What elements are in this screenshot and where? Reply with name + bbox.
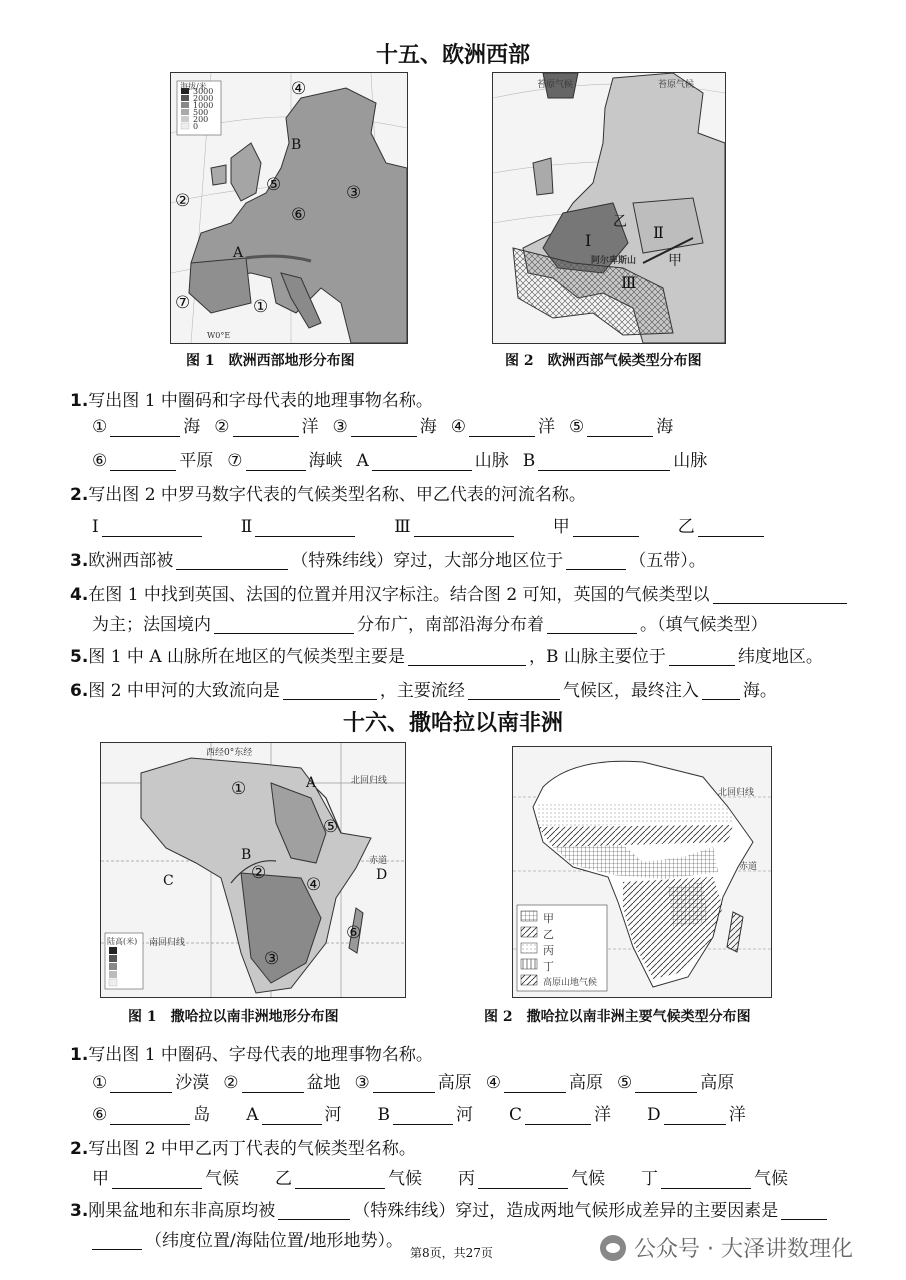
legend-yi: 乙 — [543, 928, 554, 941]
legend-title: 陆高(米) — [107, 937, 138, 946]
s15-q4-line1: 4.在图 1 中找到英国、法国的位置并用汉字标注。结合图 2 可知，英国的气候类型以 — [70, 580, 850, 605]
tundra-label-left: 苔原气候 — [537, 80, 574, 90]
answer-blank[interactable] — [525, 1106, 591, 1125]
longitude-label: W0°E — [207, 331, 231, 340]
s15-q2: 2.写出图 2 中罗马数字代表的气候类型名称、甲乙代表的河流名称。 — [70, 485, 586, 505]
s16-q1-row1: ① 沙漠 ② 盆地 ③ 高原 ④ 高原 ⑤ 高原 — [92, 1073, 735, 1093]
s15-q2-row: Ⅰ Ⅱ Ⅲ 甲 乙 — [92, 512, 767, 537]
equator-label: 赤道 — [739, 862, 758, 872]
label-circle-2: ② — [175, 191, 191, 211]
s16-q3-line1: 3.刚果盆地和东非高原均被 （特殊纬线）穿过，造成两地气候形成差异的主要因素是 — [70, 1196, 830, 1221]
answer-blank[interactable] — [278, 1201, 350, 1220]
label-roman-3: Ⅲ — [621, 273, 637, 292]
label-circle-5: ⑤ — [266, 175, 282, 195]
answer-blank[interactable] — [408, 647, 526, 666]
label-A: A — [306, 775, 317, 791]
legend-title: 海拔/米 — [180, 82, 207, 91]
s15-q1: 1.写出图 1 中圈码和字母代表的地理事物名称。 — [70, 391, 433, 411]
answer-blank[interactable] — [547, 615, 637, 634]
label-jia: 甲 — [668, 253, 682, 269]
europe-climate-map — [492, 72, 726, 344]
answer-blank[interactable] — [573, 518, 639, 537]
meridian-label: 西经0°东经 — [206, 748, 253, 758]
answer-blank[interactable] — [698, 518, 764, 537]
wechat-icon — [600, 1235, 626, 1261]
equator-label: 赤道 — [369, 856, 388, 866]
fig2-caption: 图 2 撒哈拉以南非洲主要气候类型分布图 — [484, 1009, 751, 1025]
label-roman-2: Ⅱ — [653, 223, 664, 242]
answer-blank[interactable] — [468, 681, 560, 700]
s15-q6: 6.图 2 中甲河的大致流向是 ，主要流经 气候区，最终注入 海。 — [70, 681, 777, 701]
label-roman-1: Ⅰ — [585, 231, 592, 250]
s15-q5: 5.图 1 中 A 山脉所在地区的气候类型主要是 ，B 山脉主要位于 纬度地区。 — [70, 647, 823, 667]
answer-blank[interactable] — [110, 418, 180, 437]
answer-blank[interactable] — [372, 452, 472, 471]
tropic-north-label: 北回归线 — [718, 788, 755, 798]
label-circle-3: ③ — [346, 183, 362, 203]
label-C: C — [163, 873, 174, 889]
alps-label: 阿尔卑斯山 — [591, 256, 637, 266]
answer-blank[interactable] — [102, 518, 202, 537]
legend-highland: 高原山地气候 — [543, 978, 598, 988]
answer-blank[interactable] — [664, 1106, 726, 1125]
answer-blank[interactable] — [504, 1074, 566, 1093]
africa-climate-map — [512, 746, 772, 998]
answer-blank[interactable] — [92, 1231, 142, 1250]
legend-value: 2000 — [193, 94, 214, 103]
answer-blank[interactable] — [414, 518, 514, 537]
tundra-label-right: 苔原气候 — [658, 80, 695, 90]
answer-blank[interactable] — [351, 418, 417, 437]
answer-blank[interactable] — [669, 647, 735, 666]
legend-value: 3000 — [193, 87, 214, 96]
s15-q4-line2: 为主；法国境内 分布广，南部沿海分布着 。（填气候类型） — [92, 615, 768, 635]
answer-blank[interactable] — [478, 1170, 568, 1189]
label-circle-4: ④ — [291, 79, 307, 99]
answer-blank[interactable] — [242, 1074, 304, 1093]
africa-terrain-map — [100, 742, 406, 998]
legend-bing: 丙 — [543, 944, 554, 957]
label-circle-3: ③ — [264, 949, 280, 969]
legend-value: 500 — [193, 108, 209, 117]
legend-ding: 丁 — [543, 960, 554, 973]
answer-blank[interactable] — [469, 418, 535, 437]
watermark-text: 公众号 · 大泽讲数理化 — [634, 1237, 853, 1262]
answer-blank[interactable] — [702, 681, 740, 700]
s15-q1-row1: ① 海 ② 洋 ③ 海 ④ 洋 ⑤ 海 — [92, 417, 674, 437]
tropic-north-label: 北回归线 — [351, 776, 388, 786]
label-B: B — [291, 137, 302, 153]
answer-blank[interactable] — [214, 615, 354, 634]
answer-blank[interactable] — [255, 518, 355, 537]
answer-blank[interactable] — [176, 551, 288, 570]
section16-title: 十六、撒哈拉以南非洲 — [342, 711, 563, 736]
s16-q1: 1.写出图 1 中圈码、字母代表的地理事物名称。 — [70, 1045, 433, 1065]
label-yi: 乙 — [613, 214, 627, 230]
answer-blank[interactable] — [538, 452, 670, 471]
answer-blank[interactable] — [110, 452, 176, 471]
fig1-caption: 图 1 撒哈拉以南非洲地形分布图 — [128, 1009, 339, 1025]
answer-blank[interactable] — [587, 418, 653, 437]
answer-blank[interactable] — [635, 1074, 697, 1093]
europe-terrain-map — [170, 72, 408, 344]
s16-q2: 2.写出图 2 中甲乙丙丁代表的气候类型名称。 — [70, 1139, 416, 1159]
fig2-caption: 图 2 欧洲西部气候类型分布图 — [505, 353, 702, 369]
s16-q1-row2: ⑥ 岛 A 河 B 河 C 洋 D 洋 — [92, 1105, 746, 1125]
label-B: B — [241, 847, 252, 863]
answer-blank[interactable] — [110, 1074, 172, 1093]
s15-q3: 3.欧洲西部被 （特殊纬线）穿过，大部分地区位于 （五带）。 — [70, 551, 706, 571]
answer-blank[interactable] — [233, 418, 299, 437]
answer-blank[interactable] — [246, 452, 306, 471]
legend-value: 200 — [193, 115, 209, 124]
s15-q1-row2: ⑥ 平原 ⑦ 海峡 A 山脉 B 山脉 — [92, 451, 708, 471]
page-number: 第8页，共27页 — [410, 1246, 493, 1260]
label-circle-1: ① — [253, 297, 269, 317]
answer-blank[interactable] — [262, 1106, 322, 1125]
answer-blank[interactable] — [110, 1106, 190, 1125]
answer-blank[interactable] — [566, 551, 626, 570]
label-circle-6: ⑥ — [346, 923, 362, 943]
legend-jia: 甲 — [543, 912, 554, 925]
label-circle-4: ④ — [306, 875, 322, 895]
label-circle-7: ⑦ — [175, 293, 191, 313]
tropic-south-label: 南回归线 — [149, 938, 186, 948]
legend-value: 0 — [193, 122, 199, 131]
label-circle-6: ⑥ — [291, 205, 307, 225]
answer-blank[interactable] — [713, 585, 847, 604]
answer-blank[interactable] — [781, 1201, 827, 1220]
s16-q2-row: 甲 气候 乙 气候 丙 气候 丁 气候 — [92, 1169, 788, 1189]
answer-blank[interactable] — [661, 1170, 751, 1189]
s16-q3-line2: （纬度位置/海陆位置/地形地势）。 — [92, 1226, 403, 1251]
label-A: A — [233, 245, 244, 261]
label-D: D — [376, 867, 388, 883]
answer-blank[interactable] — [295, 1170, 385, 1189]
answer-blank[interactable] — [112, 1170, 202, 1189]
label-circle-1: ① — [231, 779, 247, 799]
legend-value: 1000 — [193, 101, 214, 110]
label-circle-5: ⑤ — [323, 817, 339, 837]
label-circle-2: ② — [251, 863, 267, 883]
answer-blank[interactable] — [283, 681, 377, 700]
section15-title: 十五、欧洲西部 — [375, 43, 530, 68]
answer-blank[interactable] — [373, 1074, 435, 1093]
answer-blank[interactable] — [393, 1106, 453, 1125]
fig1-caption: 图 1 欧洲西部地形分布图 — [186, 353, 355, 369]
watermark — [600, 1232, 853, 1263]
